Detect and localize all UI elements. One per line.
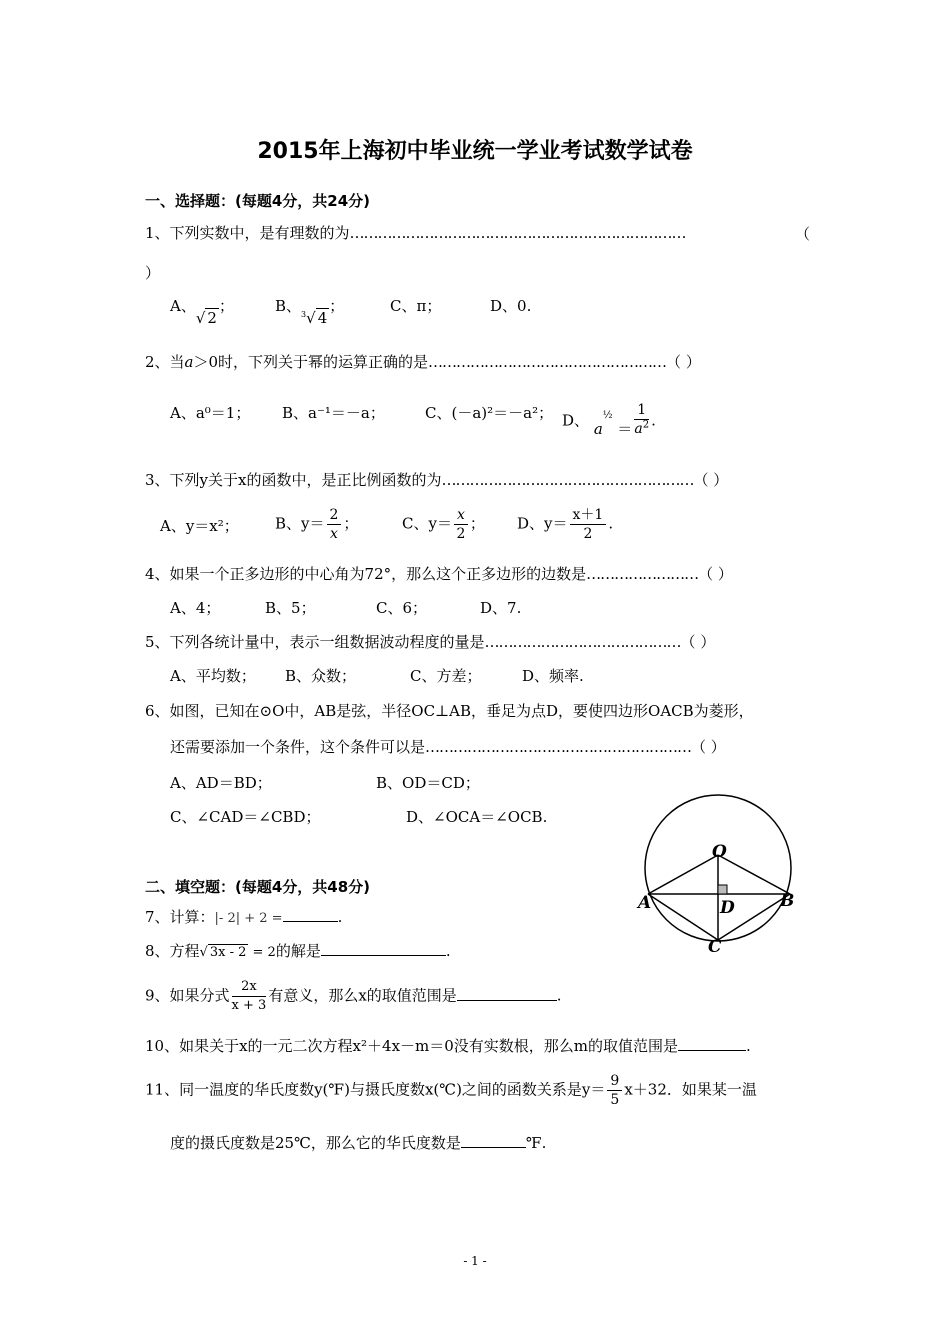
question-3: 3、下列y关于x的函数中，是正比例函数的为………………………………………………（ ） <box>145 471 729 489</box>
q2-option-a: A、a⁰＝1； <box>170 404 251 422</box>
question-1: 1、下列实数中，是有理数的为……………………………………………………………… <box>145 224 686 242</box>
q1-option-b: B、$^3$√ 4； <box>275 297 345 327</box>
question-8: 8、方程√ 3x - 2 = 2的解是 . <box>145 942 451 960</box>
question-11-line-2: 度的摄氏度数是25℃，那么它的华氏度数是 ℉. <box>170 1134 547 1152</box>
q3-option-c: C、y＝ $\frac{x}{2}$ ； <box>402 507 485 542</box>
q2-option-c: C、(－a)²＝－a²； <box>425 404 554 422</box>
q6-option-c: C、∠CAD＝∠CBD； <box>170 808 321 826</box>
question-6-line-1: 6、如图，已知在⊙O中，AB是弦，半径OC⊥AB，垂足为点D，要使四边形OACB为菱形， <box>145 702 754 720</box>
question-9: 9、如果分式 $\frac{2x}{x + 3}$ 有意义，那么x的取值范围是 . <box>145 979 562 1013</box>
label-b: B <box>780 891 795 911</box>
q1-option-a: A、√ 2； <box>170 297 234 327</box>
question-10: 10、如果关于x的一元二次方程x²＋4x－m＝0没有实数根，那么m的取值范围是 . <box>145 1037 751 1055</box>
q2-option-b: B、a⁻¹＝－a； <box>282 404 385 422</box>
q4-option-d: D、7. <box>480 599 522 617</box>
q1-option-c: C、π； <box>390 297 442 315</box>
q1-option-d: D、0. <box>490 297 532 315</box>
label-a: A <box>638 893 652 913</box>
question-4: 4、如果一个正多边形的中心角为72°，那么这个正多边形的边数是……………………（ ） <box>145 565 733 583</box>
question-7: 7、计算：|- 2| + 2 = . <box>145 908 343 926</box>
q4-option-b: B、5； <box>265 599 316 617</box>
q3-option-d: D、y＝ $\frac{x+1}{2}$ . <box>517 507 614 542</box>
q4-option-a: A、4； <box>170 599 221 617</box>
page-title: 2015年上海初中毕业统一学业考试数学试卷 <box>257 139 693 164</box>
q5-option-c: C、方差； <box>410 667 482 685</box>
q3-option-b: B、y＝ $\frac{2}{x}$ ； <box>275 507 359 542</box>
page-number: - 1 - <box>463 1254 487 1268</box>
answer-paren-open: （ <box>795 225 811 243</box>
question-6-line-2: 还需要添加一个条件，这个条件可以是…………………………………………………（ ） <box>170 738 726 756</box>
label-c: C <box>708 937 722 957</box>
q3-option-a: A、y＝x²； <box>160 517 239 535</box>
q5-option-a: A、平均数； <box>170 667 256 685</box>
q5-option-d: D、频率. <box>522 667 584 685</box>
section-1-heading: 一、选择题：(每题4分，共24分) <box>145 192 371 210</box>
q5-option-b: B、众数； <box>285 667 357 685</box>
label-d: D <box>720 898 735 918</box>
q2-option-d: D、 $a^{\frac{1}{2}}$ ＝ $\frac{1}{a^2}$ . <box>562 402 656 438</box>
answer-paren-close: ） <box>145 264 161 282</box>
q6-option-d: D、∠OCA＝∠OCB. <box>406 808 548 826</box>
label-o: O <box>712 842 727 862</box>
q4-option-c: C、6； <box>376 599 428 617</box>
circle-rhombus-diagram <box>630 780 810 960</box>
q6-option-b: B、OD＝CD； <box>376 774 480 792</box>
question-11-line-1: 11、同一温度的华氏度数y(℉)与摄氏度数x(℃)之间的函数关系是y＝ $\frac{9}{5}$ x＋32．如果某一温 <box>145 1073 757 1108</box>
q6-option-a: A、AD＝BD； <box>170 774 272 792</box>
question-2: 2、当a＞0时，下列关于幂的运算正确的是……………………………………………（ ） <box>145 353 701 371</box>
section-2-heading: 二、填空题：(每题4分，共48分) <box>145 878 371 896</box>
question-5: 5、下列各统计量中，表示一组数据波动程度的量是……………………………………（ ） <box>145 633 716 651</box>
